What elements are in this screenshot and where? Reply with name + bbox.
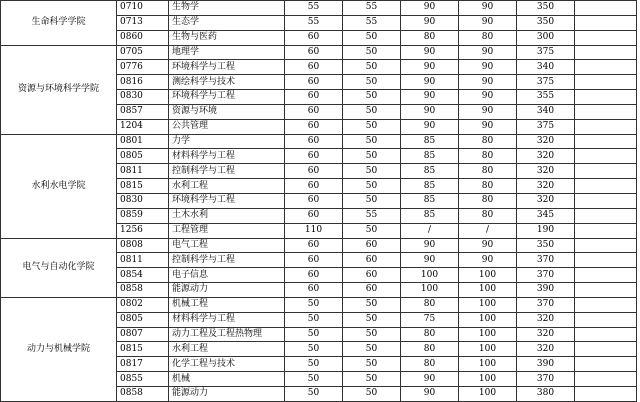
score-cell: 85 — [401, 134, 459, 149]
score-cell: 320 — [517, 193, 575, 208]
major-name: 环境科学与工程 — [169, 60, 285, 75]
major-code: 0811 — [117, 164, 169, 179]
score-cell: 90 — [459, 104, 517, 119]
score-cell: 60 — [285, 75, 343, 90]
score-cell: 370 — [517, 372, 575, 387]
score-cell: 100 — [459, 312, 517, 327]
major-name: 材料科学与工程 — [169, 312, 285, 327]
score-cell: 350 — [517, 15, 575, 30]
major-code: 0811 — [117, 253, 169, 268]
score-cell: 90 — [401, 15, 459, 30]
major-code: 0713 — [117, 15, 169, 30]
empty-cell — [575, 30, 637, 45]
empty-cell — [575, 342, 637, 357]
empty-cell — [575, 1, 637, 16]
score-cell: 60 — [285, 238, 343, 253]
score-cell: 90 — [459, 1, 517, 16]
empty-cell — [575, 327, 637, 342]
empty-cell — [575, 283, 637, 298]
score-cell: 90 — [401, 75, 459, 90]
score-cell: 60 — [343, 238, 401, 253]
score-cell: 55 — [285, 1, 343, 16]
major-name: 电气工程 — [169, 238, 285, 253]
score-cell: 90 — [401, 386, 459, 401]
table-row — [1, 134, 637, 149]
major-code: 0859 — [117, 208, 169, 223]
score-cell: 85 — [401, 208, 459, 223]
score-cell: 50 — [343, 193, 401, 208]
empty-cell — [575, 119, 637, 134]
major-name: 电子信息 — [169, 268, 285, 283]
major-code: 1256 — [117, 223, 169, 238]
score-cell: 80 — [459, 134, 517, 149]
score-cell: 90 — [401, 119, 459, 134]
major-code: 0815 — [117, 179, 169, 194]
score-cell: 390 — [517, 283, 575, 298]
major-name: 公共管理 — [169, 119, 285, 134]
major-code: 0776 — [117, 60, 169, 75]
score-cell: 50 — [343, 164, 401, 179]
score-cell: 375 — [517, 75, 575, 90]
major-name: 生物与医药 — [169, 30, 285, 45]
score-cell: 90 — [401, 104, 459, 119]
score-cell: 50 — [343, 179, 401, 194]
major-code: 0807 — [117, 327, 169, 342]
major-name: 生态学 — [169, 15, 285, 30]
empty-cell — [575, 312, 637, 327]
score-cell: 320 — [517, 134, 575, 149]
major-name: 控制科学与工程 — [169, 164, 285, 179]
table-body — [1, 1, 637, 402]
empty-cell — [575, 386, 637, 401]
empty-cell — [575, 208, 637, 223]
table-row — [1, 1, 637, 16]
score-cell: 50 — [343, 30, 401, 45]
major-code: 0830 — [117, 193, 169, 208]
score-cell: 380 — [517, 386, 575, 401]
major-code: 0801 — [117, 134, 169, 149]
major-name: 环境科学与工程 — [169, 90, 285, 105]
score-cell: 340 — [517, 60, 575, 75]
score-cell: 50 — [285, 312, 343, 327]
empty-cell — [575, 179, 637, 194]
score-cell: 50 — [343, 342, 401, 357]
score-cell: 75 — [401, 312, 459, 327]
score-cell: 80 — [401, 30, 459, 45]
score-cell: 60 — [285, 90, 343, 105]
score-cell: 50 — [343, 386, 401, 401]
score-cell: 375 — [517, 119, 575, 134]
score-cell: 50 — [343, 90, 401, 105]
score-cell: 80 — [459, 164, 517, 179]
major-code: 0858 — [117, 386, 169, 401]
major-name: 控制科学与工程 — [169, 253, 285, 268]
empty-cell — [575, 134, 637, 149]
score-cell: 90 — [459, 15, 517, 30]
table-row — [1, 238, 637, 253]
score-cell: 90 — [459, 119, 517, 134]
score-cell: / — [459, 223, 517, 238]
score-cell: 60 — [285, 134, 343, 149]
major-code: 0854 — [117, 268, 169, 283]
score-cell: 345 — [517, 208, 575, 223]
score-cell: 90 — [459, 75, 517, 90]
major-code: 0705 — [117, 45, 169, 60]
score-cell: 370 — [517, 268, 575, 283]
major-code: 0805 — [117, 149, 169, 164]
score-cell: 50 — [343, 119, 401, 134]
score-cell: 50 — [343, 149, 401, 164]
score-cell: 50 — [285, 327, 343, 342]
empty-cell — [575, 15, 637, 30]
score-cell: 50 — [343, 45, 401, 60]
major-name: 生物学 — [169, 1, 285, 16]
score-cell: 50 — [343, 60, 401, 75]
table-row — [1, 297, 637, 312]
major-name: 测绘科学与技术 — [169, 75, 285, 90]
score-cell: 190 — [517, 223, 575, 238]
major-name: 能源动力 — [169, 386, 285, 401]
score-cell: 350 — [517, 238, 575, 253]
score-cell: 50 — [343, 327, 401, 342]
score-cell: 375 — [517, 45, 575, 60]
score-cell: 60 — [285, 193, 343, 208]
score-cell: 100 — [459, 283, 517, 298]
major-name: 动力工程及工程热物理 — [169, 327, 285, 342]
college-name: 资源与环境科学学院 — [1, 45, 117, 134]
score-cell: 90 — [401, 372, 459, 387]
major-code: 0802 — [117, 297, 169, 312]
major-code: 0857 — [117, 104, 169, 119]
college-name: 水利水电学院 — [1, 134, 117, 238]
score-cell: 320 — [517, 312, 575, 327]
score-cell: 60 — [285, 45, 343, 60]
empty-cell — [575, 164, 637, 179]
score-cell: 100 — [459, 268, 517, 283]
score-cell: 50 — [343, 297, 401, 312]
score-cell: 60 — [285, 60, 343, 75]
major-code: 1204 — [117, 119, 169, 134]
score-cell: 370 — [517, 297, 575, 312]
major-name: 水利工程 — [169, 342, 285, 357]
empty-cell — [575, 372, 637, 387]
score-cell: / — [401, 223, 459, 238]
empty-cell — [575, 297, 637, 312]
score-cell: 55 — [343, 15, 401, 30]
score-cell: 80 — [459, 193, 517, 208]
score-cell: 50 — [343, 312, 401, 327]
score-cell: 90 — [459, 253, 517, 268]
score-cell: 90 — [401, 90, 459, 105]
score-cell: 300 — [517, 30, 575, 45]
score-cell: 100 — [459, 327, 517, 342]
college-name: 动力与机械学院 — [1, 297, 117, 401]
major-code: 0855 — [117, 372, 169, 387]
major-code: 0858 — [117, 283, 169, 298]
score-cell: 60 — [285, 283, 343, 298]
empty-cell — [575, 149, 637, 164]
score-cell: 370 — [517, 253, 575, 268]
score-cell: 320 — [517, 164, 575, 179]
major-name: 力学 — [169, 134, 285, 149]
score-cell: 50 — [343, 134, 401, 149]
score-cell: 85 — [401, 179, 459, 194]
empty-cell — [575, 357, 637, 372]
score-cell: 80 — [459, 30, 517, 45]
score-cell: 60 — [285, 104, 343, 119]
major-name: 机械 — [169, 372, 285, 387]
score-cell: 90 — [401, 253, 459, 268]
score-cell: 60 — [285, 30, 343, 45]
score-cell: 50 — [343, 104, 401, 119]
empty-cell — [575, 253, 637, 268]
score-cell: 50 — [343, 372, 401, 387]
major-code: 0817 — [117, 357, 169, 372]
major-name: 材料科学与工程 — [169, 149, 285, 164]
score-cell: 100 — [459, 386, 517, 401]
empty-cell — [575, 223, 637, 238]
score-cell: 85 — [401, 149, 459, 164]
score-cell: 80 — [401, 327, 459, 342]
major-code: 0710 — [117, 1, 169, 16]
score-cell: 355 — [517, 90, 575, 105]
score-cell: 80 — [459, 208, 517, 223]
score-cell: 50 — [285, 372, 343, 387]
empty-cell — [575, 104, 637, 119]
score-cell: 60 — [285, 208, 343, 223]
major-name: 工程管理 — [169, 223, 285, 238]
score-cell: 320 — [517, 149, 575, 164]
score-cell: 390 — [517, 357, 575, 372]
major-code: 0830 — [117, 90, 169, 105]
score-cell: 85 — [401, 164, 459, 179]
score-cell: 60 — [343, 283, 401, 298]
score-cell: 60 — [343, 268, 401, 283]
score-cell: 100 — [459, 357, 517, 372]
score-cell: 90 — [401, 238, 459, 253]
major-name: 机械工程 — [169, 297, 285, 312]
empty-cell — [575, 90, 637, 105]
empty-cell — [575, 268, 637, 283]
major-name: 水利工程 — [169, 179, 285, 194]
table-row — [1, 45, 637, 60]
score-cell: 320 — [517, 179, 575, 194]
score-cell: 80 — [459, 149, 517, 164]
empty-cell — [575, 238, 637, 253]
score-cell: 50 — [343, 223, 401, 238]
score-cell: 60 — [285, 149, 343, 164]
score-cell: 80 — [459, 179, 517, 194]
score-cell: 50 — [285, 386, 343, 401]
score-cell: 80 — [401, 342, 459, 357]
score-cell: 60 — [343, 253, 401, 268]
score-cell: 340 — [517, 104, 575, 119]
score-cell: 90 — [401, 60, 459, 75]
score-cell: 100 — [401, 268, 459, 283]
empty-cell — [575, 193, 637, 208]
score-cell: 50 — [343, 357, 401, 372]
empty-cell — [575, 60, 637, 75]
score-cell: 85 — [401, 193, 459, 208]
major-name: 环境科学与工程 — [169, 193, 285, 208]
score-cell: 90 — [459, 90, 517, 105]
score-cell: 100 — [459, 342, 517, 357]
score-cell: 90 — [459, 60, 517, 75]
score-cell: 60 — [285, 164, 343, 179]
college-name: 电气与自动化学院 — [1, 238, 117, 297]
major-code: 0816 — [117, 75, 169, 90]
score-cell: 100 — [459, 372, 517, 387]
score-cell: 60 — [285, 253, 343, 268]
score-cell: 90 — [459, 238, 517, 253]
major-code: 0805 — [117, 312, 169, 327]
major-code: 0860 — [117, 30, 169, 45]
score-cell: 80 — [401, 297, 459, 312]
score-cell: 60 — [285, 268, 343, 283]
score-cell: 90 — [459, 45, 517, 60]
score-cell: 55 — [285, 15, 343, 30]
major-name: 化学工程与技术 — [169, 357, 285, 372]
score-cell: 110 — [285, 223, 343, 238]
score-cell: 55 — [343, 208, 401, 223]
score-cell: 55 — [343, 1, 401, 16]
college-name: 生命科学学院 — [1, 1, 117, 46]
score-cell: 50 — [285, 357, 343, 372]
score-cell: 320 — [517, 327, 575, 342]
score-cell: 60 — [285, 179, 343, 194]
score-cell: 60 — [285, 119, 343, 134]
major-name: 土木水利 — [169, 208, 285, 223]
score-cell: 90 — [401, 1, 459, 16]
empty-cell — [575, 75, 637, 90]
score-cell: 50 — [285, 297, 343, 312]
score-cell: 50 — [343, 75, 401, 90]
score-cell: 100 — [401, 283, 459, 298]
score-cell: 100 — [459, 297, 517, 312]
score-cell: 90 — [401, 45, 459, 60]
score-cell: 320 — [517, 342, 575, 357]
empty-cell — [575, 45, 637, 60]
major-name: 地理学 — [169, 45, 285, 60]
major-name: 资源与环境 — [169, 104, 285, 119]
major-code: 0808 — [117, 238, 169, 253]
major-name: 能源动力 — [169, 283, 285, 298]
score-cell: 80 — [401, 357, 459, 372]
major-code: 0815 — [117, 342, 169, 357]
score-cell: 50 — [285, 342, 343, 357]
score-cell: 350 — [517, 1, 575, 16]
